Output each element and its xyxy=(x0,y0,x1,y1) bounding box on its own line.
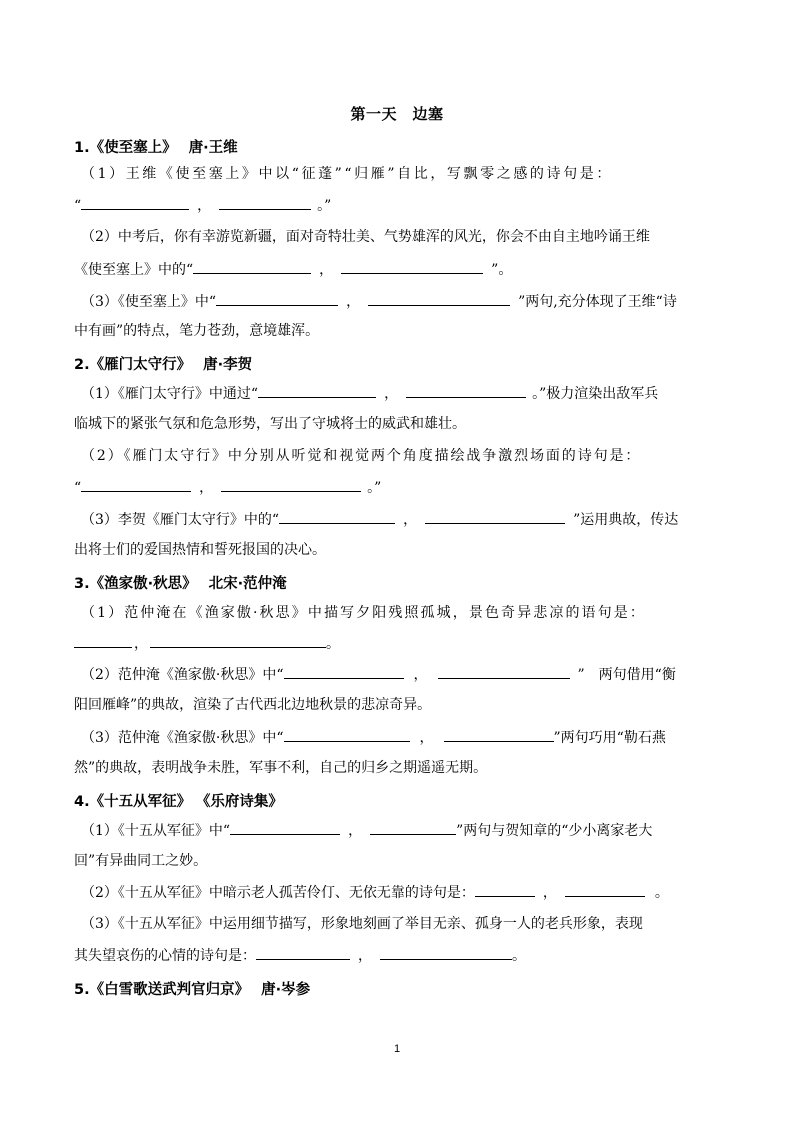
poem-author: 《乐府诗集》 xyxy=(203,794,283,810)
poem-author: 唐·李贺 xyxy=(203,357,253,373)
answer-line: “ ， 。” xyxy=(74,477,381,498)
answer-blank[interactable] xyxy=(284,664,404,679)
page-number: 1 xyxy=(393,1043,401,1055)
question-text: （1）王维《使至塞上》中以“征蓬”“归雁”自比，写飘零之感的诗句是： xyxy=(81,166,613,182)
question-text: 阳回雁峰”的典故，渲染了古代西北边地秋景的悲凉奇异。 xyxy=(74,697,432,713)
answer-blank[interactable] xyxy=(406,383,526,398)
answer-line: （1）《雁门太守行》中通过“ ， 。”极力渲染出敌军兵 xyxy=(81,383,658,404)
poem-author: 唐·岑参 xyxy=(261,982,311,998)
question-text: 临城下的紧张气氛和危急形势，写出了守城将士的威武和雄壮。 xyxy=(74,416,466,432)
page-title: 第一天 边塞 xyxy=(350,105,444,123)
answer-line: （2）《十五从军征》中暗示老人孤苦伶仃、无依无靠的诗句是： ， 。 xyxy=(81,882,669,903)
answer-blank[interactable] xyxy=(284,727,410,742)
answer-line: 《使至塞上》中的“ ， ”。 xyxy=(74,259,512,280)
answer-line: （3）《使至塞上》中“ ， ”两句,充分体现了王维“诗 xyxy=(81,291,677,312)
question-text: （3）《十五从军征》中运用细节描写，形象地刻画了举目无亲、孤身一人的老兵形象，表现 xyxy=(81,916,643,932)
question-text: （2）中考后，你有幸游览新疆，面对奇特壮美、气势雄浑的风光，你会不由自主地吟诵王维 xyxy=(81,229,650,245)
answer-blank[interactable] xyxy=(230,820,340,835)
answer-blank[interactable] xyxy=(221,477,361,492)
answer-line: （2）范仲淹《渔家傲·秋思》中“ ， ” 两句借用“衡 xyxy=(81,664,676,685)
answer-blank[interactable] xyxy=(425,509,565,524)
question-text: 然”的典故，表明战争未胜，军事不利，自己的归乡之期遥遥无期。 xyxy=(74,760,488,776)
answer-blank[interactable] xyxy=(438,664,570,679)
question-text: （1）范仲淹在《渔家傲·秋思》中描写夕阳残照孤城，景色奇异悲凉的语句是： xyxy=(81,605,646,621)
answer-blank[interactable] xyxy=(219,195,311,210)
answer-blank[interactable] xyxy=(380,945,512,960)
section-heading-1 xyxy=(74,136,238,157)
question-text: （2）《雁门太守行》中分别从听觉和视觉两个角度描绘战争激烈场面的诗句是： xyxy=(81,448,642,464)
section-heading-2 xyxy=(74,353,252,374)
answer-line: 其失望哀伤的心情的诗句是： ， 。 xyxy=(74,945,526,966)
answer-blank[interactable] xyxy=(341,259,483,274)
answer-line: （3）李贺《雁门太守行》中的“ ， ”运用典故，传达 xyxy=(81,509,678,530)
section-heading-5 xyxy=(74,978,310,999)
answer-blank[interactable] xyxy=(370,820,456,835)
poem-title: 1.《使至塞上》 xyxy=(74,140,177,156)
answer-blank[interactable] xyxy=(193,259,311,274)
answer-blank[interactable] xyxy=(81,195,189,210)
answer-line: “ ， 。” xyxy=(74,195,331,216)
answer-blank[interactable] xyxy=(368,291,510,306)
question-text: 回”有异曲同工之妙。 xyxy=(74,853,208,869)
answer-blank[interactable] xyxy=(150,633,326,648)
answer-line: ， 。 xyxy=(74,633,340,654)
answer-line: （1）《十五从军征》中“ ， ”两句与贺知章的“少小离家老大 xyxy=(81,820,652,841)
answer-blank[interactable] xyxy=(279,509,395,524)
answer-blank[interactable] xyxy=(444,727,554,742)
answer-line: （3）范仲淹《渔家傲·秋思》中“ ， ”两句巧用“勒石燕 xyxy=(81,727,666,748)
poem-author: 北宋·范仲淹 xyxy=(208,576,287,592)
question-text: 中有画”的特点，笔力苍劲，意境雄浑。 xyxy=(74,323,320,339)
section-heading-3 xyxy=(74,572,287,593)
answer-blank[interactable] xyxy=(256,945,350,960)
poem-author: 唐·王维 xyxy=(188,140,238,156)
poem-title: 3.《渔家傲·秋思》 xyxy=(74,576,197,592)
answer-blank[interactable] xyxy=(216,291,338,306)
answer-blank[interactable] xyxy=(258,383,376,398)
answer-blank[interactable] xyxy=(565,882,645,897)
poem-title: 4.《十五从军征》 xyxy=(74,794,192,810)
poem-title: 5.《白雪歌送武判官归京》 xyxy=(74,982,250,998)
answer-blank[interactable] xyxy=(475,882,535,897)
answer-blank[interactable] xyxy=(74,633,132,648)
question-text: 出将士们的爱国热情和誓死报国的决心。 xyxy=(74,542,326,558)
answer-blank[interactable] xyxy=(81,477,191,492)
section-heading-4 xyxy=(74,790,283,811)
poem-title: 2.《雁门太守行》 xyxy=(74,357,192,373)
